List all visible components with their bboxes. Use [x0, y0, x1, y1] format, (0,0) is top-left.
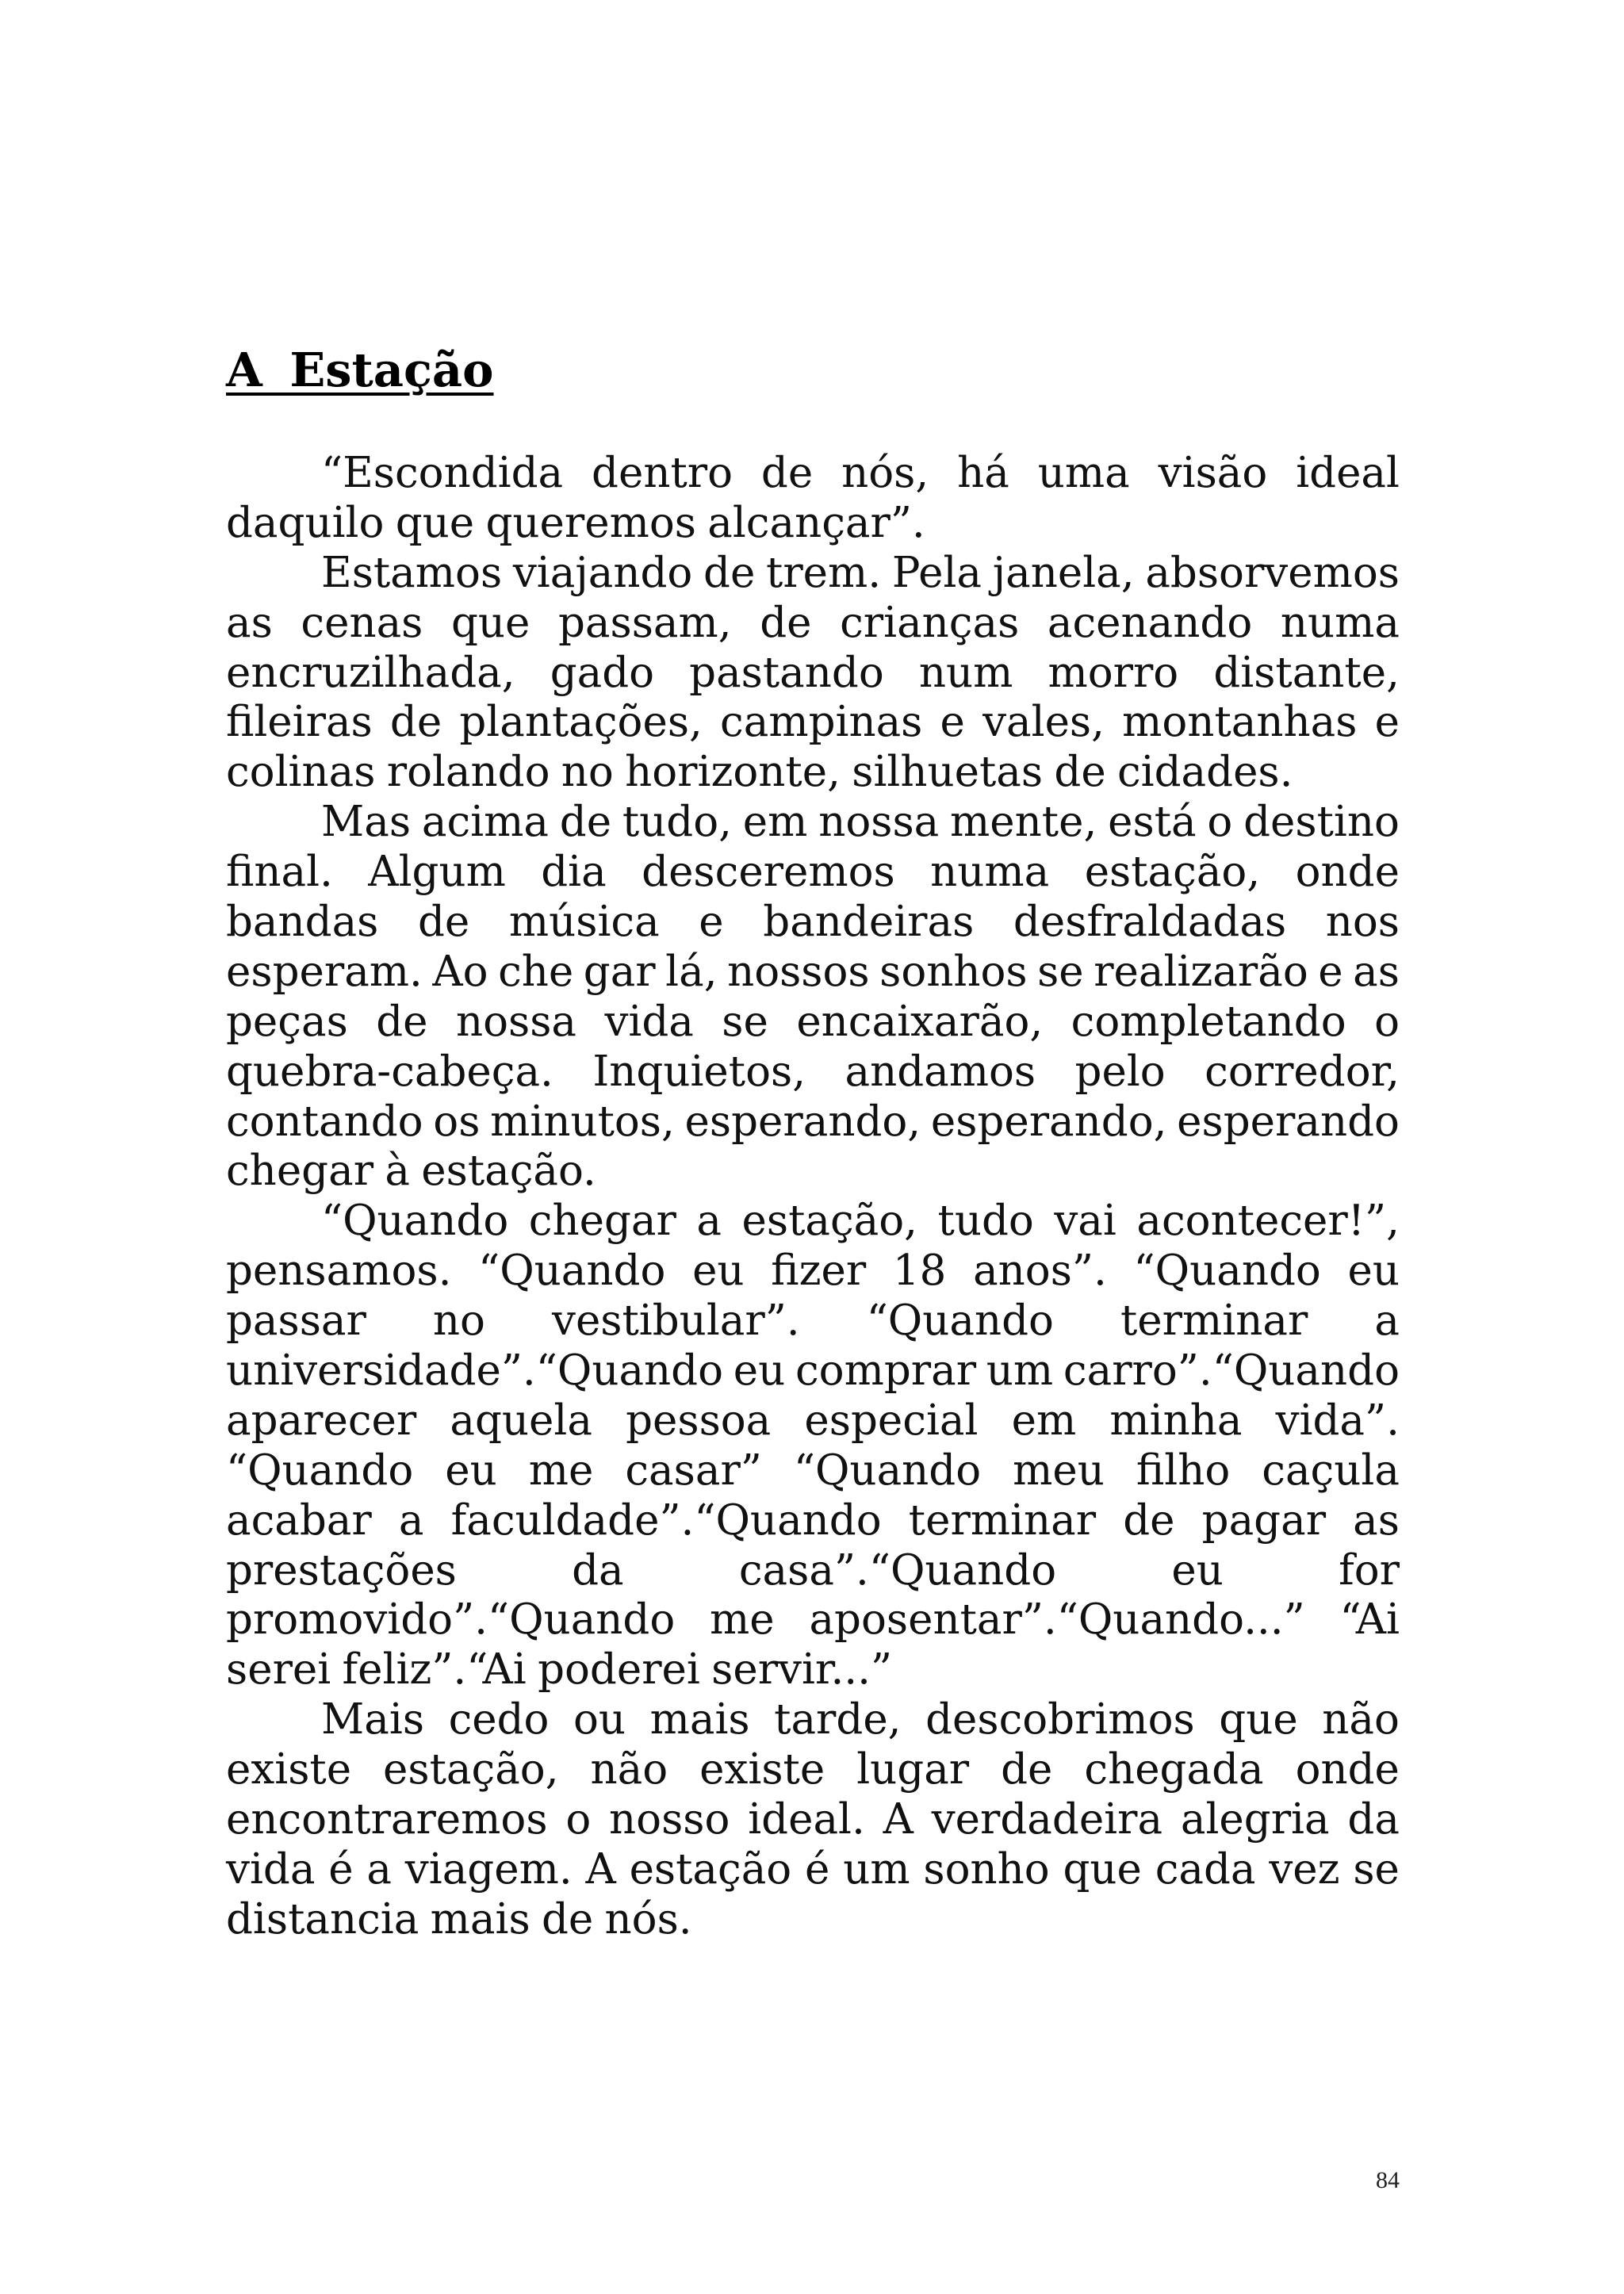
text-line: colinas rolando no horizonte, silhuetas de cidades. — [226, 748, 1293, 797]
text-line: “Quando eu me casar” “Quando meu filho caçula — [226, 1446, 1400, 1495]
text-line: Estamos viajando de trem. Pela janela, absorvemos — [321, 548, 1400, 597]
text-line: as cenas que passam, de crianças acenando numa — [226, 598, 1400, 647]
text-line: acabar a faculdade”.“Quando terminar de pagar as — [226, 1496, 1400, 1545]
page-title: A Estação — [226, 343, 494, 397]
text-line: fileiras de plantações, campinas e vales, montanhas e — [226, 698, 1400, 747]
text-line: bandas de música e bandeiras desfraldadas nos — [226, 898, 1400, 947]
paragraph — [226, 549, 1400, 798]
text-line: Mas acima de tudo, em nossa mente, está o destino — [321, 798, 1400, 847]
paragraph — [226, 1197, 1400, 1695]
paragraph — [226, 798, 1400, 1197]
text-line: promovido”.“Quando me aposentar”.“Quando...” “Ai — [226, 1595, 1400, 1645]
text-line: “Quando chegar a estação, tudo vai acontecer!”, — [321, 1197, 1400, 1246]
text-line: peças de nossa vida se encaixarão, completando o — [226, 997, 1400, 1046]
text-line: Mais cedo ou mais tarde, descobrimos que não — [321, 1695, 1400, 1744]
text-line: quebra-cabeça. Inquietos, andamos pelo corredor, — [226, 1047, 1400, 1096]
text-line: prestações da casa”.“Quando eu for — [226, 1545, 1400, 1595]
text-line: chegar à estação. — [226, 1147, 596, 1196]
text-line: daquilo que queremos alcançar”. — [226, 498, 925, 547]
text-line: pensamos. “Quando eu fizer 18 anos”. “Quando eu — [226, 1247, 1400, 1296]
text-line: vida é a viagem. A estação é um sonho que cada vez se — [226, 1844, 1400, 1894]
text-line: encontraremos o nosso ideal. A verdadeira alegria da — [226, 1795, 1400, 1844]
text-line: final. Algum dia desceremos numa estação, onde — [226, 848, 1400, 897]
text-line: universidade”.“Quando eu comprar um carro”.“Quando — [226, 1346, 1400, 1396]
text-line: serei feliz”.“Ai poderei servir...” — [226, 1645, 893, 1695]
text-line: existe estação, não existe lugar de chegada onde — [226, 1745, 1400, 1794]
text-line: contando os minutos, esperando, esperando, esperando — [226, 1097, 1400, 1146]
paragraph — [226, 449, 1400, 549]
page-number: 84 — [1376, 2167, 1400, 2193]
paragraph — [226, 1695, 1400, 1944]
text-line: “Escondida dentro de nós, há uma visão ideal — [321, 449, 1400, 497]
text-line: esperam. Ao che gar lá, nossos sonhos se realizarão e as — [226, 947, 1400, 996]
body-text — [226, 449, 1400, 1945]
text-line: encruzilhada, gado pastando num morro distante, — [226, 648, 1400, 697]
text-line: passar no vestibular”. “Quando terminar a — [226, 1296, 1400, 1346]
text-line: distancia mais de nós. — [226, 1894, 692, 1944]
text-line: aparecer aquela pessoa especial em minha vida”. — [226, 1396, 1400, 1445]
